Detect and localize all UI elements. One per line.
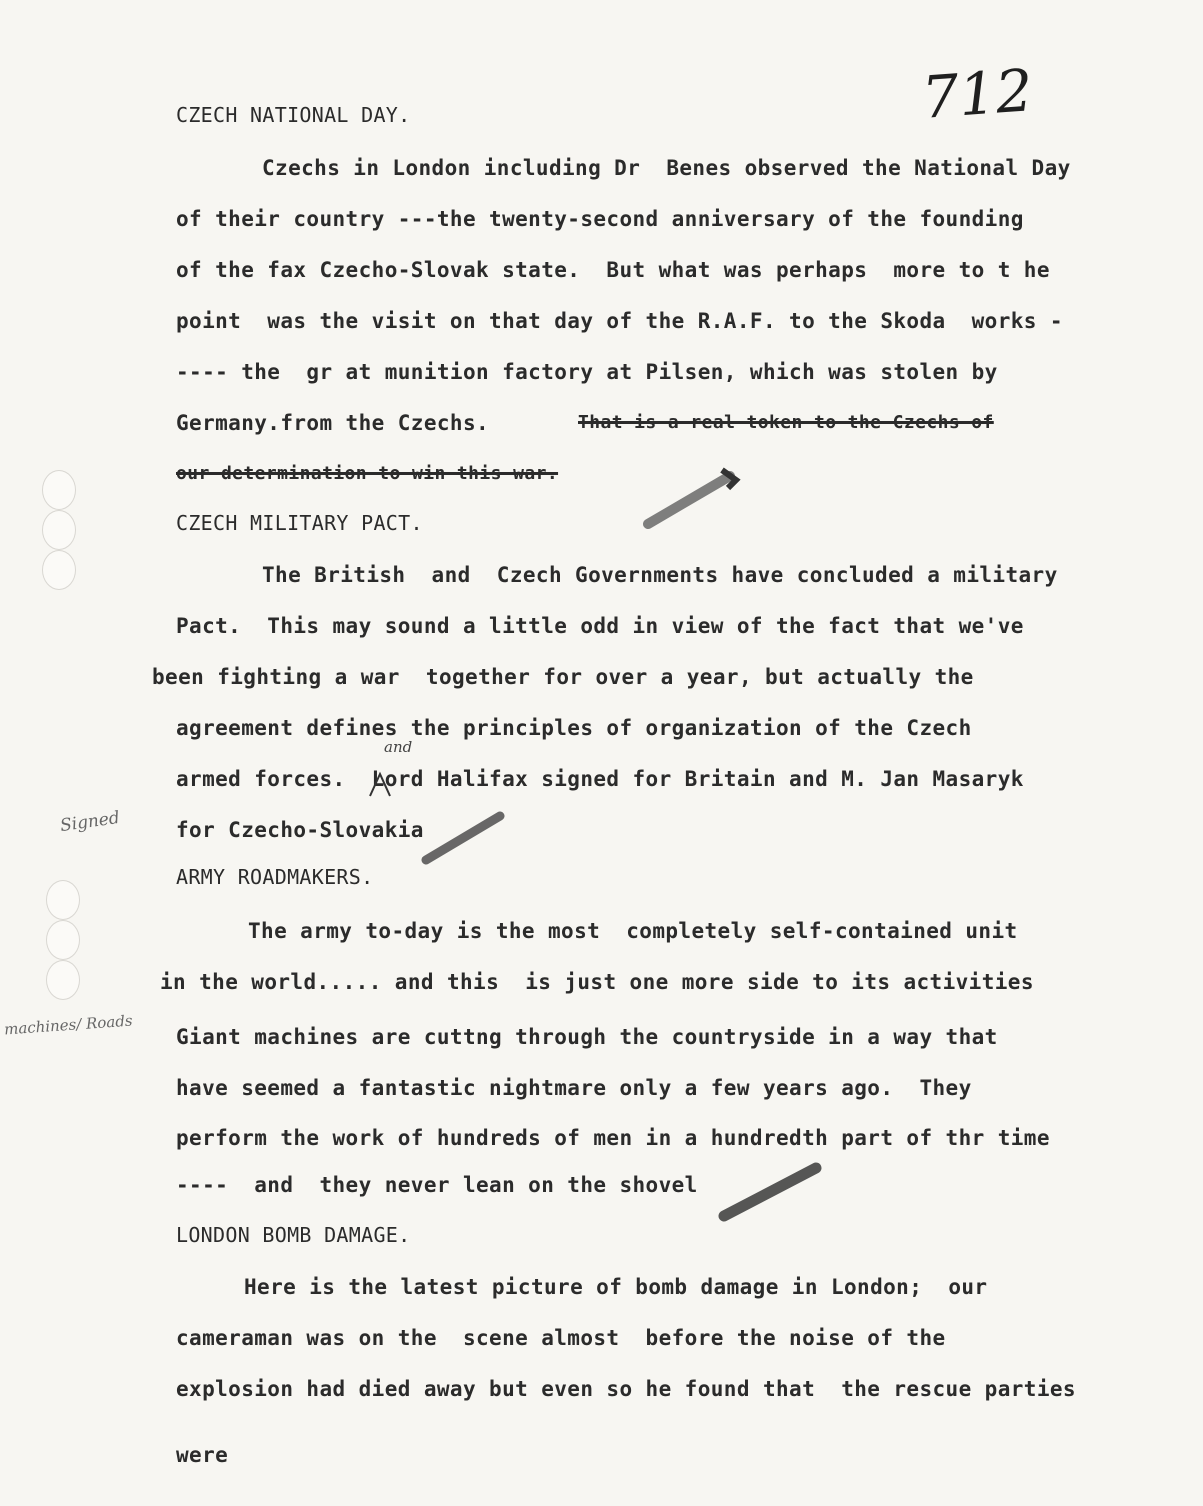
punch-hole xyxy=(46,920,80,960)
body-line: for Czecho-Slovakia xyxy=(176,818,424,842)
punch-hole xyxy=(46,960,80,1000)
section-heading: ARMY ROADMAKERS. xyxy=(176,865,374,889)
body-line: of their country ---the twenty-second anniversary of the founding xyxy=(176,207,1024,231)
body-line: of the fax Czecho-Slovak state. But what was perhaps more to t he xyxy=(176,258,1050,282)
punch-hole xyxy=(46,880,80,920)
pencil-scribble xyxy=(420,806,510,866)
body-line: The army to-day is the most completely self-contained unit xyxy=(248,919,1018,943)
struck-text: That is a real token to the Czechs of xyxy=(578,412,994,433)
insert-caret xyxy=(366,770,396,800)
body-line: in the world..... and this is just one more side to its activities xyxy=(160,970,1034,994)
body-line: explosion had died away but even so he found that the rescue parties xyxy=(176,1377,1076,1401)
body-line: The British and Czech Governments have concluded a military xyxy=(262,563,1058,587)
punch-hole xyxy=(42,550,76,590)
punch-hole xyxy=(42,510,76,550)
body-line: ---- the gr at munition factory at Pilsen, which was stolen by xyxy=(176,360,998,384)
margin-note-machines-roads: machines/ Roads xyxy=(3,1011,134,1039)
margin-note-signed: Signed xyxy=(58,807,121,837)
body-line: been fighting a war together for over a year, but actually the xyxy=(152,665,974,689)
body-line: cameraman was on the scene almost before the noise of the xyxy=(176,1326,946,1350)
body-line: Giant machines are cuttng through the countryside in a way that xyxy=(176,1025,998,1049)
section-heading: LONDON BOMB DAMAGE. xyxy=(176,1223,411,1247)
body-line: point was the visit on that day of the R.A.F. to the Skoda works - xyxy=(176,309,1063,333)
body-line: Pact. This may sound a little odd in view of the fact that we've xyxy=(176,614,1024,638)
pencil-scribble xyxy=(716,1156,826,1226)
body-line: armed forces. Lord Halifax signed for Britain and M. Jan Masaryk xyxy=(176,767,1024,791)
handwritten-insert: and xyxy=(384,738,413,756)
body-line: have seemed a fantastic nightmare only a few years ago. They xyxy=(176,1076,972,1100)
struck-text: our determination to win this war. xyxy=(176,463,559,484)
body-line: perform the work of hundreds of men in a hundredth part of thr time xyxy=(176,1126,1050,1150)
section-heading: CZECH NATIONAL DAY. xyxy=(176,103,411,127)
body-line: Czechs in London including Dr Benes observed the National Day xyxy=(262,156,1071,180)
body-line: agreement defines the principles of organization of the Czech xyxy=(176,716,972,740)
punch-hole xyxy=(42,470,76,510)
body-line: Germany.from the Czechs. xyxy=(176,411,490,435)
body-line: Here is the latest picture of bomb damage in London; our xyxy=(244,1275,988,1299)
page-number: 712 xyxy=(919,56,1035,132)
body-line: ---- and they never lean on the shovel xyxy=(176,1173,698,1197)
section-heading: CZECH MILITARY PACT. xyxy=(176,511,423,535)
pencil-scribble xyxy=(640,462,750,532)
body-line: were xyxy=(176,1443,229,1467)
